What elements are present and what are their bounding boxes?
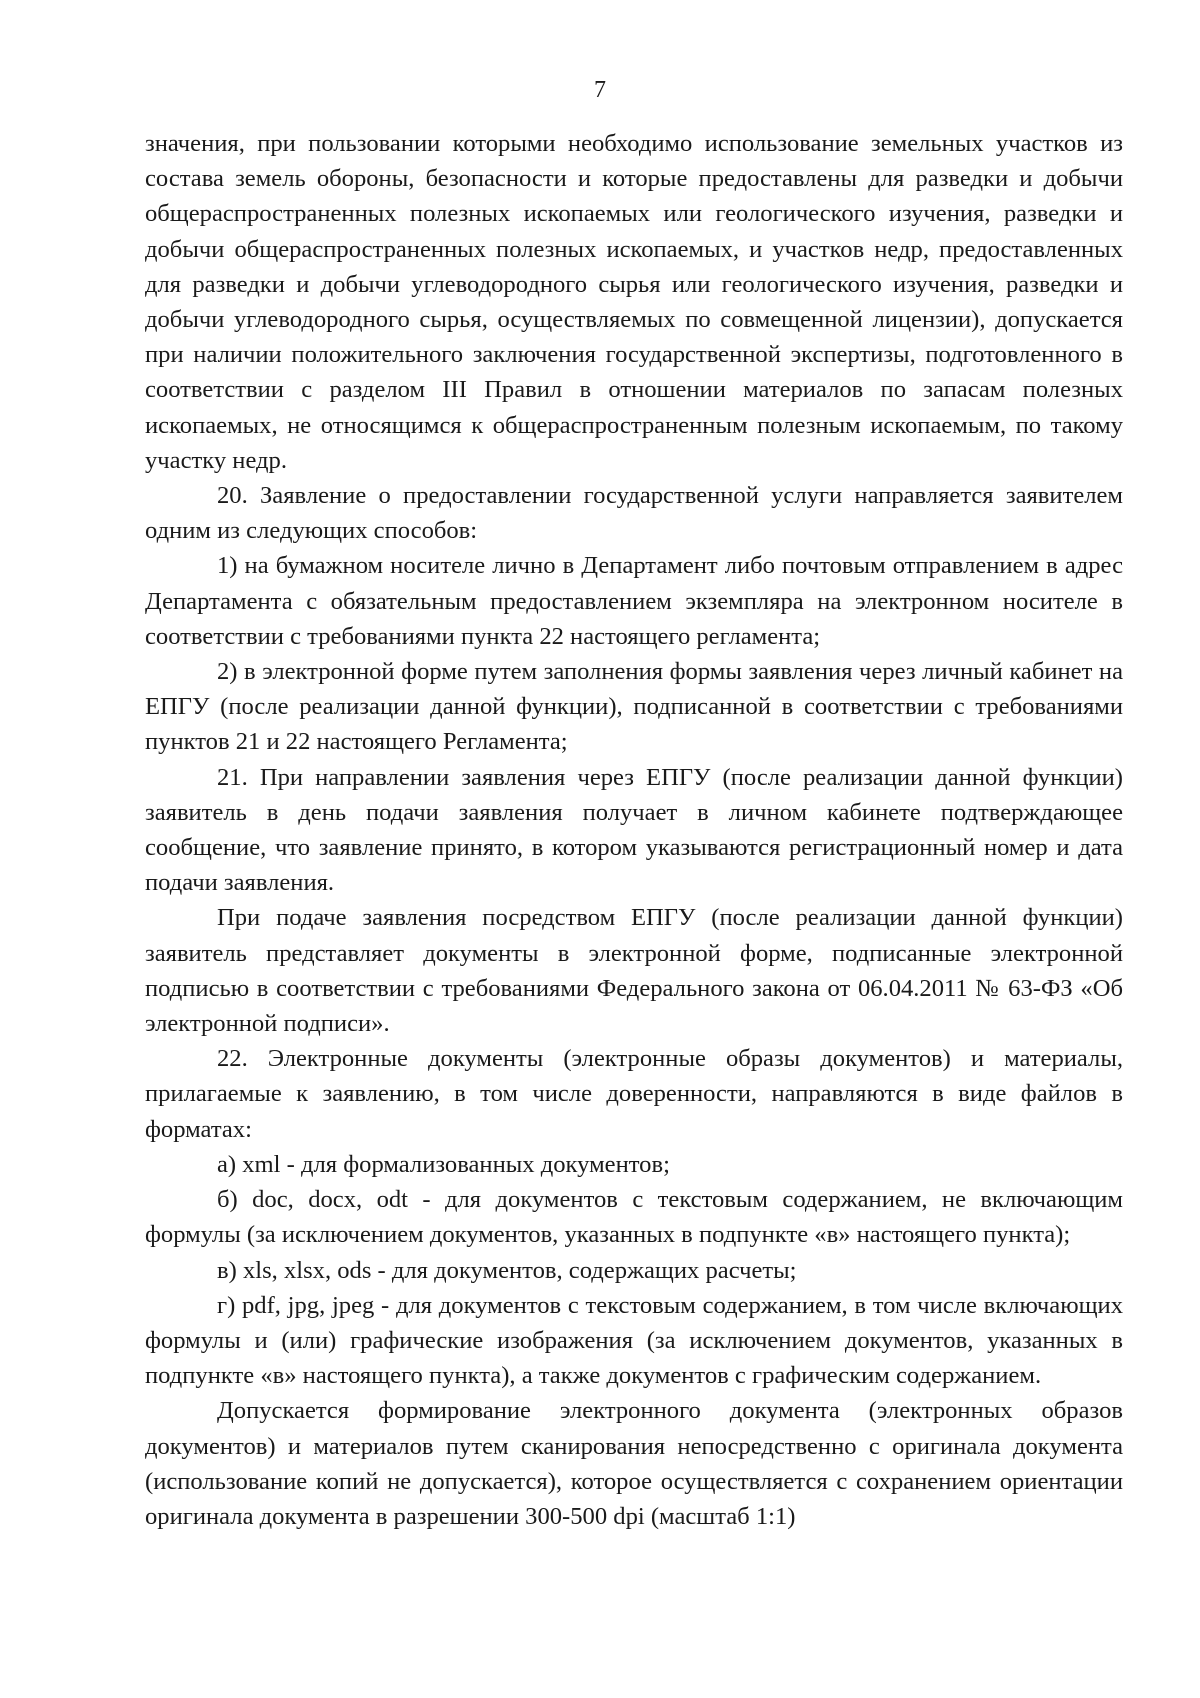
paragraph-format-b: б) doc, docx, odt - для документов с текстовым содержанием, не включающим формулы (за исключением документов, указанных в подпункте «в» настоящего пункта); — [145, 1186, 1123, 1249]
paragraph-format-v: в) xls, xlsx, ods - для документов, содержащих расчеты; — [217, 1256, 797, 1284]
document-body — [145, 126, 1123, 1534]
paragraph-item-20: 20. Заявление о предоставлении государственной услуги направляется заявителем одним из следующих способов: — [145, 482, 1123, 545]
paragraph-format-a: а) xml - для формализованных документов; — [217, 1150, 670, 1178]
paragraph-format-g: г) pdf, jpg, jpeg - для документов с текстовым содержанием, в том числе включающих формулы и (или) графические изображения (за исключением документов, указанных в подпункте «в» настоящего пункта), а также документов с графическим содержанием. — [145, 1291, 1123, 1390]
paragraph-item-21: 21. При направлении заявления через ЕПГУ (после реализации данной функции) заявитель в день подачи заявления получает в личном кабинете подтверждающее сообщение, что заявление принято, в котором указываются регистрационный номер и дата подачи заявления. — [145, 763, 1123, 897]
paragraph-epgu-submission: При подаче заявления посредством ЕПГУ (после реализации данной функции) заявитель представляет документы в электронной форме, подписанные электронной подписью в соответствии с требованиями Федерального закона от 06.04.2011 № 63-ФЗ «Об электронной подписи». — [145, 904, 1123, 1038]
page-number: 7 — [594, 77, 606, 103]
paragraph-continuation: значения, при пользовании которыми необходимо использование земельных участков из состава земель обороны, безопасности и которые предоставлены для разведки и добычи общераспространенных полезных ископаемых или геологического изучения, разведки и добычи общераспространенных полезных ископаемых, и участков недр, предоставленных для разведки и добычи углеводородного сырья или геологического изучения, разведки и добычи углеводородного сырья, осуществляемых по совмещенной лицензии), допускается при наличии положительного заключения государственной экспертизы, подготовленного в соответствии с разделом III Правил в отношении материалов по запасам полезных ископаемых, не относящимся к общераспространенным полезным ископаемым, по такому участку недр. — [145, 130, 1123, 474]
paragraph-item-22: 22. Электронные документы (электронные образы документов) и материалы, прилагаемые к заявлению, в том числе доверенности, направляются в виде файлов в форматах: — [145, 1045, 1123, 1143]
paragraph-subitem-2: 2) в электронной форме путем заполнения формы заявления через личный кабинет на ЕПГУ (после реализации данной функции), подписанной в соответствии с требованиями пунктов 21 и 22 настоящего Регламента; — [145, 658, 1123, 756]
paragraph-subitem-1: 1) на бумажном носителе лично в Департамент либо почтовым отправлением в адрес Департамента с обязательным предоставлением экземпляра на электронном носителе в соответствии с требованиями пункта 22 настоящего регламента; — [145, 552, 1123, 650]
paragraph-scanning: Допускается формирование электронного документа (электронных образов документов) и материалов путем сканирования непосредственно с оригинала документа (использование копий не допускается), которое осуществляется с сохранением ориентации оригинала документа в разрешении 300-500 dpi (масштаб 1:1) — [145, 1397, 1123, 1530]
